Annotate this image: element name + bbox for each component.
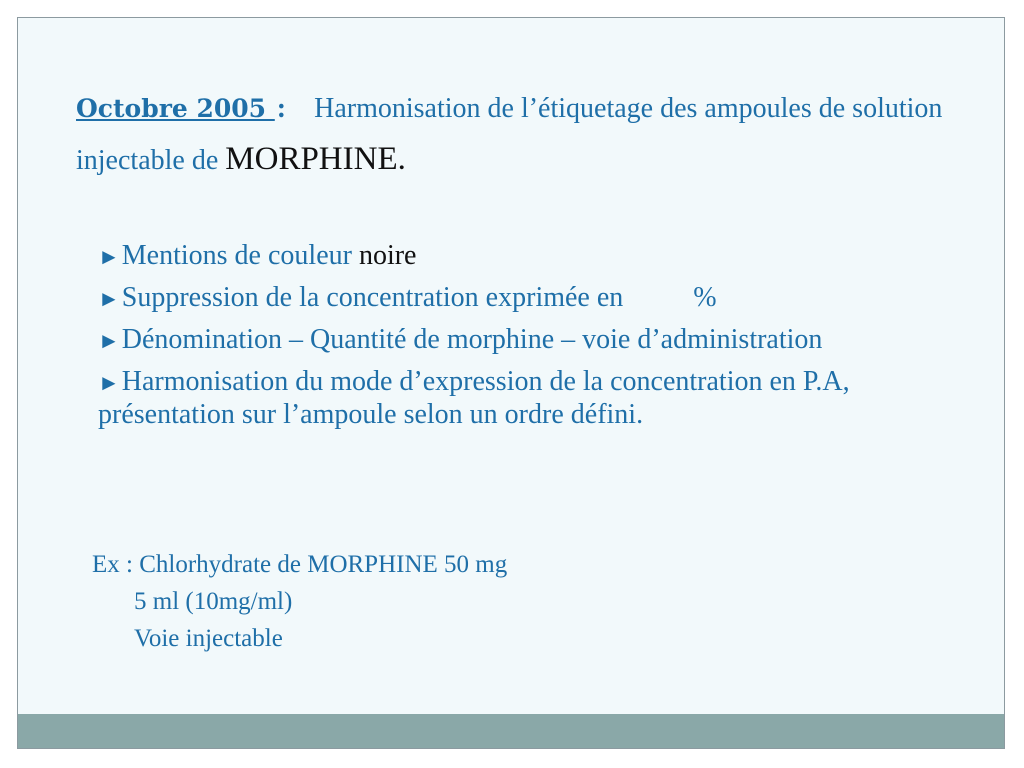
bullet-item xyxy=(98,324,978,357)
slide xyxy=(17,17,1005,749)
title-text: Harmonisation de l’étiquetage des ampoules de solution injectable de xyxy=(76,93,943,176)
bullet-text: Dénomination – Quantité de morphine – voie d’administration xyxy=(121,324,823,355)
bullet-arrow-icon: ► xyxy=(98,286,120,311)
example-block xyxy=(92,546,507,657)
bullet-text: Mentions de couleur xyxy=(121,240,359,271)
bullet-item xyxy=(98,366,978,431)
example-line: 5 ml (10mg/ml) xyxy=(134,588,293,615)
bullet-arrow-icon: ► xyxy=(98,370,120,395)
bullet-text: Suppression de la concentration exprimée en xyxy=(121,282,624,313)
example-line: Voie injectable xyxy=(134,625,283,652)
title-colon: : xyxy=(276,93,287,124)
bullet-text: Harmonisation du mode d’expression de la concentration en P.A, présentation sur l’ampoule selon un ordre défini. xyxy=(98,366,850,430)
title-date: Octobre 2005 xyxy=(76,94,275,123)
bullet-arrow-icon: ► xyxy=(98,328,120,353)
footer-bar xyxy=(18,714,1004,748)
title-emphasis: MORPHINE. xyxy=(225,141,406,177)
bullet-item xyxy=(98,240,978,273)
example-line: Ex : Chlorhydrate de MORPHINE 50 mg xyxy=(92,551,508,578)
bullet-list xyxy=(98,240,978,440)
bullet-arrow-icon: ► xyxy=(98,244,120,269)
slide-title xyxy=(76,84,976,186)
bullet-suffix: % xyxy=(693,282,717,313)
bullet-text-black: noire xyxy=(358,240,417,271)
bullet-item xyxy=(98,282,978,315)
